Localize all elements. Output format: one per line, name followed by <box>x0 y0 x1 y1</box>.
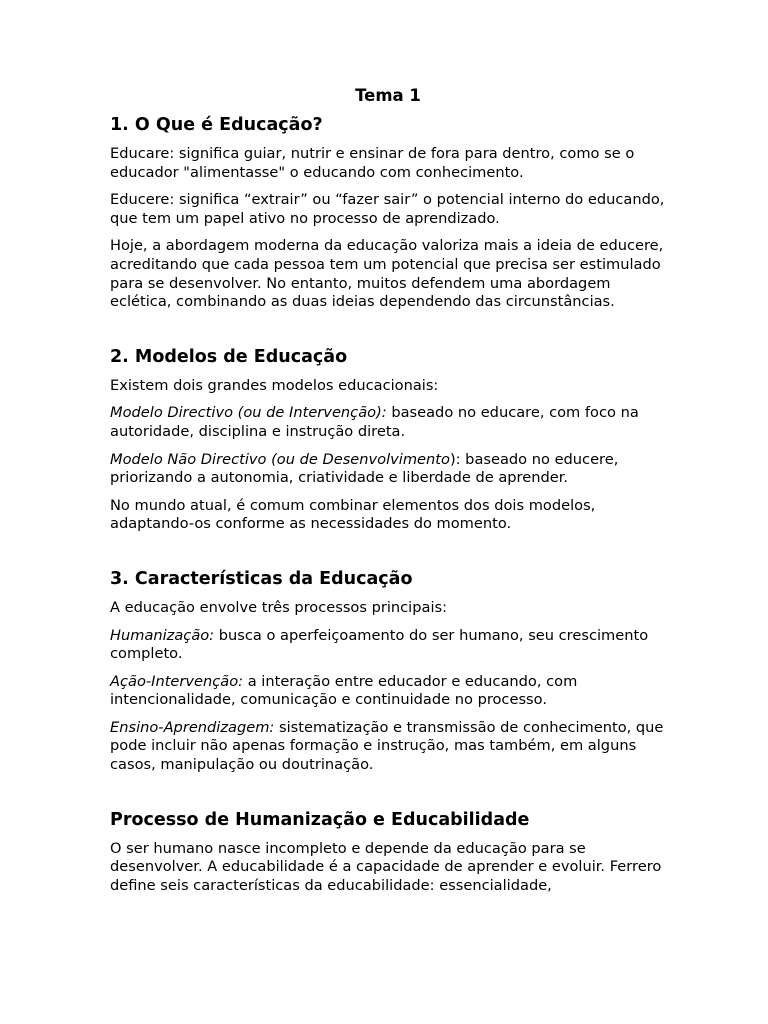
paragraph-text: sistematização e transmissão de conhecimento, que pode incluir não apenas formação e instrução, mas também, em alguns casos, manipulação ou doutrinação. <box>110 718 664 774</box>
paragraph-term: Humanização: <box>110 626 215 644</box>
paragraph-text: No mundo atual, é comum combinar elementos dos dois modelos, adaptando-os conforme as necessidades do momento. <box>110 496 596 533</box>
paragraph-text: O ser humano nasce incompleto e depende da educação para se desenvolver. A educabilidade é a capacidade de aprender e evoluir. Ferrero define seis características da educabilidade: essencialidade, <box>110 839 662 894</box>
paragraph-text: a interação entre educador e educando, com intencionalidade, comunicação e continuidade no processo. <box>110 672 578 709</box>
section-spacer <box>110 784 666 808</box>
section-heading: 3. Características da Educação <box>110 568 413 589</box>
section-heading: Processo de Humanização e Educabilidade <box>110 809 530 830</box>
paragraph-text: baseado no educare, com foco na autoridade, disciplina e instrução direta. <box>110 404 639 440</box>
paragraph-text: busca o aperfeiçoamento do ser humano, seu crescimento completo. <box>110 626 649 663</box>
document-page <box>110 85 666 904</box>
section-spacer <box>110 321 666 345</box>
paragraph-text: Educare: significa guiar, nutrir e ensinar de fora para dentro, como se o educador "alimentasse" o educando com conhecimento. <box>110 145 635 181</box>
paragraph <box>110 627 666 664</box>
document-title: Tema 1 <box>355 86 421 105</box>
section-education-characteristics <box>110 567 666 775</box>
paragraph <box>110 840 666 896</box>
paragraph <box>110 145 666 182</box>
paragraph <box>110 451 666 488</box>
paragraph-text: Educere: significa “extrair” ou “fazer sair” o potencial interno do educando, que tem um papel ativo no processo de aprendizado. <box>110 191 665 227</box>
section-what-is-education <box>110 113 666 312</box>
paragraph-term: Modelo Directivo (ou de Intervenção): <box>110 404 387 422</box>
paragraph <box>110 237 666 311</box>
paragraph-term: Ação-Intervenção: <box>110 672 244 690</box>
paragraph <box>110 673 666 710</box>
paragraph <box>110 497 666 534</box>
paragraph-text: Hoje, a abordagem moderna da educação valoriza mais a ideia de educere, acreditando que cada pessoa tem um potencial que precisa ser estimulado para se desenvolver. No entanto, muitos defendem uma abordagem eclética, combinando as duas ideias dependendo das circunstâncias. <box>110 237 664 311</box>
section-humanization-educability <box>110 808 666 896</box>
paragraph-text: ): baseado no educere, priorizando a autonomia, criatividade e liberdade de aprender. <box>110 450 619 487</box>
paragraph-term: Modelo Não Directivo (ou de Desenvolvimento <box>110 450 450 468</box>
paragraph <box>110 191 666 228</box>
section-education-models <box>110 345 666 534</box>
section-spacer <box>110 543 666 567</box>
paragraph <box>110 599 666 618</box>
paragraph <box>110 719 666 775</box>
paragraph-text: A educação envolve três processos principais: <box>110 598 448 616</box>
section-heading: 1. O Que é Educação? <box>110 115 323 135</box>
paragraph <box>110 404 666 441</box>
paragraph-term: Ensino-Aprendizagem: <box>110 718 275 736</box>
paragraph <box>110 377 666 396</box>
section-heading: 2. Modelos de Educação <box>110 346 348 367</box>
paragraph-text: Existem dois grandes modelos educacionais: <box>110 376 439 394</box>
